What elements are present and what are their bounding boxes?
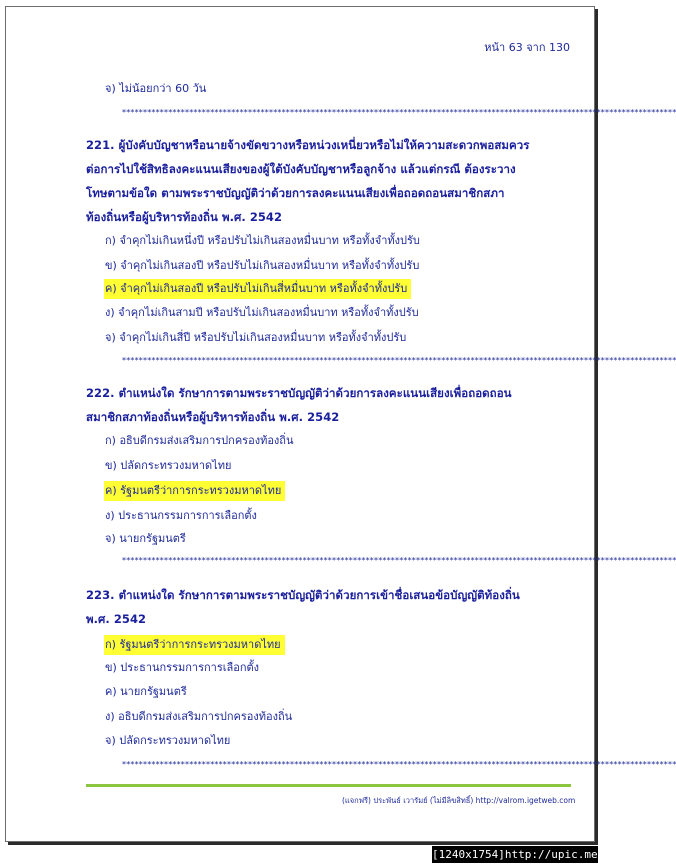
question-221-title (86, 133, 572, 229)
q223-option-d: ง) อธิบดีกรมส่งเสริมการปกครองท้องถิ่น (105, 710, 293, 723)
separator-2: ************************************************************************************************************************************ (122, 356, 676, 365)
q221-option-c-answer: ค) จำคุกไม่เกินสองปี หรือปรับไม่เกินสี่หมื่นบาท หรือทั้งจำทั้งปรับ (104, 279, 411, 299)
question-223-line-1: 223. ตำแหน่งใด รักษาการตามพระราชบัญญัติว่าด้วยการเข้าชื่อเสนอข้อบัญญัติท้องถิ่น (86, 588, 520, 602)
question-222-title (86, 381, 572, 429)
q222-option-c-answer: ค) รัฐมนตรีว่าการกระทรวงมหาดไทย (104, 481, 285, 501)
footer-rule (86, 784, 571, 787)
q221-option-e: จ) จำคุกไม่เกินสี่ปี หรือปรับไม่เกินสองหมื่นบาท หรือทั้งจำทั้งปรับ (105, 331, 407, 344)
question-222-line-1: 222. ตำแหน่งใด รักษาการตามพระราชบัญญัติว่าด้วยการลงคะแนนเสียงเพื่อถอดถอน (86, 386, 512, 400)
image-host-watermark: [1240x1754]http://upic.me/ (432, 848, 605, 861)
q223-option-a-answer: ก) รัฐมนตรีว่าการกระทรวงมหาดไทย (104, 635, 285, 655)
q222-option-a: ก) อธิบดีกรมส่งเสริมการปกครองท้องถิ่น (105, 434, 294, 447)
separator-3: ************************************************************************************************************************************ (122, 556, 676, 565)
question-221-line-1: 221. ผู้บังคับบัญชาหรือนายจ้างขัดขวางหรือหน่วงเหนี่ยวหรือไม่ให้ความสะดวกพอสมควร (86, 138, 530, 152)
question-221-line-4: ท้องถิ่นหรือผู้บริหารท้องถิ่น พ.ศ. 2542 (86, 210, 283, 224)
separator-4: ************************************************************************************************************************************ (122, 760, 676, 769)
q221-option-b: ข) จำคุกไม่เกินสองปี หรือปรับไม่เกินสองหมื่นบาท หรือทั้งจำทั้งปรับ (105, 259, 420, 272)
separator-1: ************************************************************************************************************************************ (122, 108, 676, 117)
q223-option-e: จ) ปลัดกระทรวงมหาดไทย (105, 734, 231, 747)
page-number: หน้า 63 จาก 130 (484, 41, 570, 54)
q223-option-b: ข) ประธานกรรมการการเลือกตั้ง (105, 661, 260, 674)
question-223-line-2: พ.ศ. 2542 (86, 612, 147, 626)
question-221-line-2: ต่อการไปใช้สิทธิลงคะแนนเสียงของผู้ใต้บังคับบัญชาหรือลูกจ้าง แล้วแต่กรณี ต้องระวาง (86, 162, 516, 176)
question-221-line-3: โทษตามข้อใด ตามพระราชบัญญัติว่าด้วยการลงคะแนนเสียงเพื่อถอดถอนสมาชิกสภา (86, 186, 505, 200)
q223-option-c: ค) นายกรัฐมนตรี (105, 685, 187, 698)
q221-option-d: ง) จำคุกไม่เกินสามปี หรือปรับไม่เกินสองหมื่นบาท หรือทั้งจำทั้งปรับ (105, 306, 419, 319)
q222-option-d: ง) ประธานกรรมการการเลือกตั้ง (105, 509, 257, 522)
option-leftover-e: จ) ไม่น้อยกว่า 60 วัน (105, 82, 207, 95)
q221-option-a: ก) จำคุกไม่เกินหนึ่งปี หรือปรับไม่เกินสองหมื่นบาท หรือทั้งจำทั้งปรับ (105, 234, 420, 247)
footer-credit: (แจกฟรี) ประพันธ์ เวารัมย์ (ไม่มีลิขสิทธิ์) http://valrom.igetweb.com (342, 796, 576, 805)
question-223-title (86, 583, 572, 631)
question-222-line-2: สมาชิกสภาท้องถิ่นหรือผู้บริหารท้องถิ่น พ.ศ. 2542 (86, 410, 340, 424)
q222-option-b: ข) ปลัดกระทรวงมหาดไทย (105, 459, 232, 472)
q222-option-e: จ) นายกรัฐมนตรี (105, 532, 186, 545)
